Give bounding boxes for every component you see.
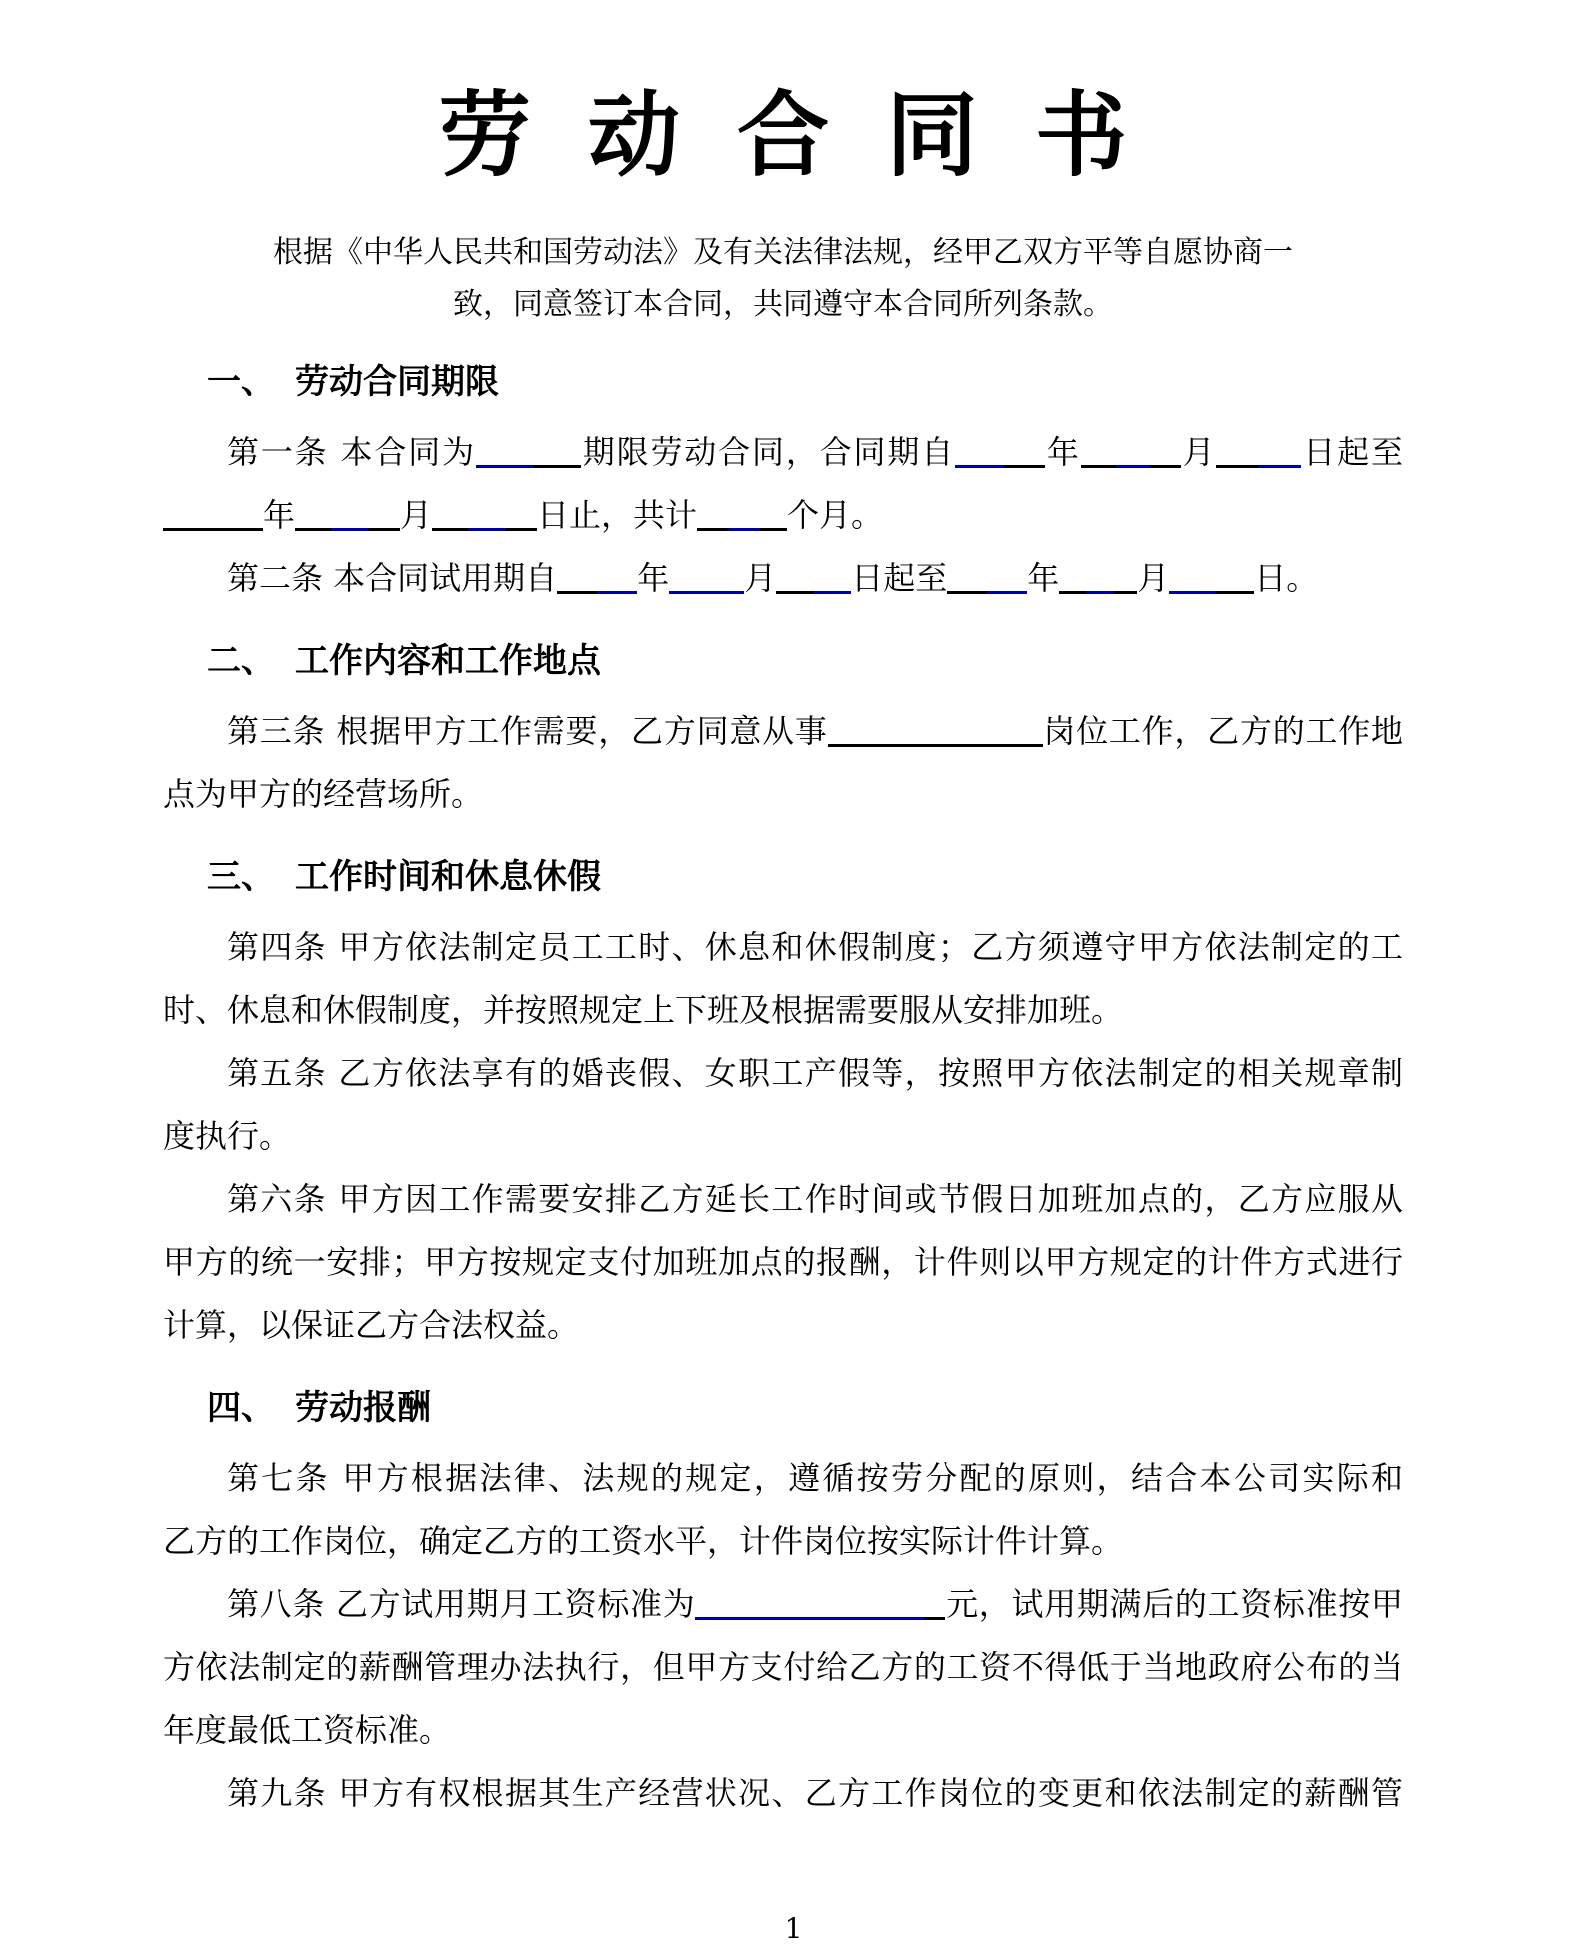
- article-text: 年: [263, 496, 296, 534]
- fill-in-blank[interactable]: [163, 499, 263, 531]
- article-text: 月: [1180, 433, 1217, 471]
- article-line: [163, 1231, 1403, 1294]
- section-number: 三、: [207, 857, 275, 897]
- article-text: 第六条 甲方因工作需要安排乙方延长工作时间或节假日加班加点的，乙方应服从: [227, 1180, 1403, 1218]
- article-line: [163, 1636, 1403, 1699]
- fill-in-blank[interactable]: [695, 1588, 945, 1620]
- article-text: 第三条 根据甲方工作需要，乙方同意从事: [227, 712, 828, 750]
- article: [163, 1447, 1403, 1573]
- section-title: 工作时间和休息休假: [295, 857, 601, 897]
- article-text: 第七条 甲方根据法律、法规的规定，遵循按劳分配的原则，结合本公司实际和: [227, 1459, 1403, 1497]
- article-text: 乙方的工作岗位，确定乙方的工资水平，计件岗位按实际计件计算。: [163, 1522, 1124, 1560]
- article-text: 第四条 甲方依法制定员工工时、休息和休假制度；乙方须遵守甲方依法制定的工: [227, 928, 1403, 966]
- article-line: [163, 1294, 1403, 1357]
- fill-in-blank[interactable]: [828, 715, 1043, 747]
- fill-in-blank[interactable]: [947, 562, 1027, 594]
- article-text: 度执行。: [163, 1117, 292, 1155]
- article-text: 日起至: [1301, 433, 1403, 471]
- preamble-line: 根据《中华人民共和国劳动法》及有关法律法规，经甲乙双方平等自愿协商一: [273, 235, 1293, 270]
- article-text: 点为甲方的经营场所。: [163, 775, 484, 813]
- article-text: 月: [1137, 559, 1170, 597]
- section-heading: [163, 1383, 1403, 1433]
- fill-in-blank[interactable]: [1059, 562, 1137, 594]
- article-line: [163, 484, 1403, 547]
- article: [163, 1573, 1403, 1762]
- article: [163, 916, 1403, 1042]
- article-text: 期限劳动合同，合同期自: [580, 433, 956, 471]
- fill-in-blank[interactable]: [776, 562, 851, 594]
- article-text: 年度最低工资标准。: [163, 1711, 452, 1749]
- article-text: 计算，以保证乙方合法权益。: [163, 1306, 580, 1344]
- article-text: 元，试用期满后的工资标准按甲: [945, 1585, 1403, 1623]
- article-line: [163, 1762, 1403, 1825]
- article: [163, 1168, 1403, 1357]
- fill-in-blank[interactable]: [697, 499, 787, 531]
- article-text: 时、休息和休假制度，并按照规定上下班及根据需要服从安排加班。: [163, 991, 1124, 1029]
- article-line: [163, 1105, 1403, 1168]
- fill-in-blank[interactable]: [1216, 436, 1301, 468]
- article-line: [163, 979, 1403, 1042]
- document-title: 劳动合同书: [438, 82, 1185, 189]
- article-line: [163, 1573, 1403, 1636]
- article-text: 日。: [1254, 559, 1319, 597]
- section-heading: [163, 357, 1403, 407]
- article: [163, 700, 1403, 826]
- article: [163, 421, 1403, 547]
- fill-in-blank[interactable]: [557, 562, 637, 594]
- fill-in-blank[interactable]: [476, 436, 581, 468]
- preamble-line: 致，同意签订本合同，共同遵守本合同所列条款。: [453, 287, 1113, 322]
- article-text: 第五条 乙方依法享有的婚丧假、女职工产假等，按照甲方依法制定的相关规章制: [227, 1054, 1403, 1092]
- article-text: 方依法制定的薪酬管理办法执行，但甲方支付给乙方的工资不得低于当地政府公布的当: [163, 1648, 1403, 1686]
- article-text: 第二条 本合同试用期自: [227, 559, 558, 597]
- article-line: [163, 1510, 1403, 1573]
- article-text: 甲方的统一安排；甲方按规定支付加班加点的报酬，计件则以甲方规定的计件方式进行: [163, 1243, 1403, 1281]
- section-number: 二、: [207, 641, 275, 681]
- article: [163, 1762, 1403, 1825]
- section-heading: [163, 852, 1403, 902]
- article-line: [163, 421, 1403, 484]
- section-title: 劳动合同期限: [295, 362, 499, 402]
- article-text: 月: [400, 496, 433, 534]
- article-line: [163, 1447, 1403, 1510]
- article-text: 年: [1045, 433, 1081, 471]
- fill-in-blank[interactable]: [1081, 436, 1181, 468]
- article-text: 年: [1027, 559, 1060, 597]
- contract-body: [163, 357, 1403, 1825]
- article-line: [163, 916, 1403, 979]
- fill-in-blank[interactable]: [295, 499, 400, 531]
- article-text: 个月。: [787, 496, 884, 534]
- article-line: [163, 1699, 1403, 1762]
- section-title: 劳动报酬: [295, 1388, 431, 1428]
- article-text: 月: [744, 559, 777, 597]
- page-number: 1: [784, 1912, 803, 1945]
- article: [163, 1042, 1403, 1168]
- fill-in-blank[interactable]: [432, 499, 537, 531]
- article-text: 日起至: [851, 559, 948, 597]
- section-title: 工作内容和工作地点: [295, 641, 601, 681]
- article-text: 日止，共计: [537, 496, 698, 534]
- section-number: 一、: [207, 362, 275, 402]
- article: [163, 547, 1403, 610]
- article-line: [163, 547, 1403, 610]
- article-line: [163, 700, 1403, 763]
- section-number: 四、: [207, 1388, 275, 1428]
- fill-in-blank[interactable]: [1169, 562, 1254, 594]
- article-text: 岗位工作，乙方的工作地: [1042, 712, 1403, 750]
- article-line: [163, 1042, 1403, 1105]
- article-text: 年: [637, 559, 670, 597]
- article-line: [163, 763, 1403, 826]
- section-heading: [163, 636, 1403, 686]
- fill-in-blank[interactable]: [955, 436, 1045, 468]
- article-text: 第八条 乙方试用期月工资标准为: [227, 1585, 696, 1623]
- preamble: [218, 227, 1348, 331]
- article-line: [163, 1168, 1403, 1231]
- article-text: 第九条 甲方有权根据其生产经营状况、乙方工作岗位的变更和依法制定的薪酬管: [227, 1774, 1403, 1812]
- fill-in-blank[interactable]: [669, 562, 744, 594]
- article-text: 第一条 本合同为: [227, 433, 476, 471]
